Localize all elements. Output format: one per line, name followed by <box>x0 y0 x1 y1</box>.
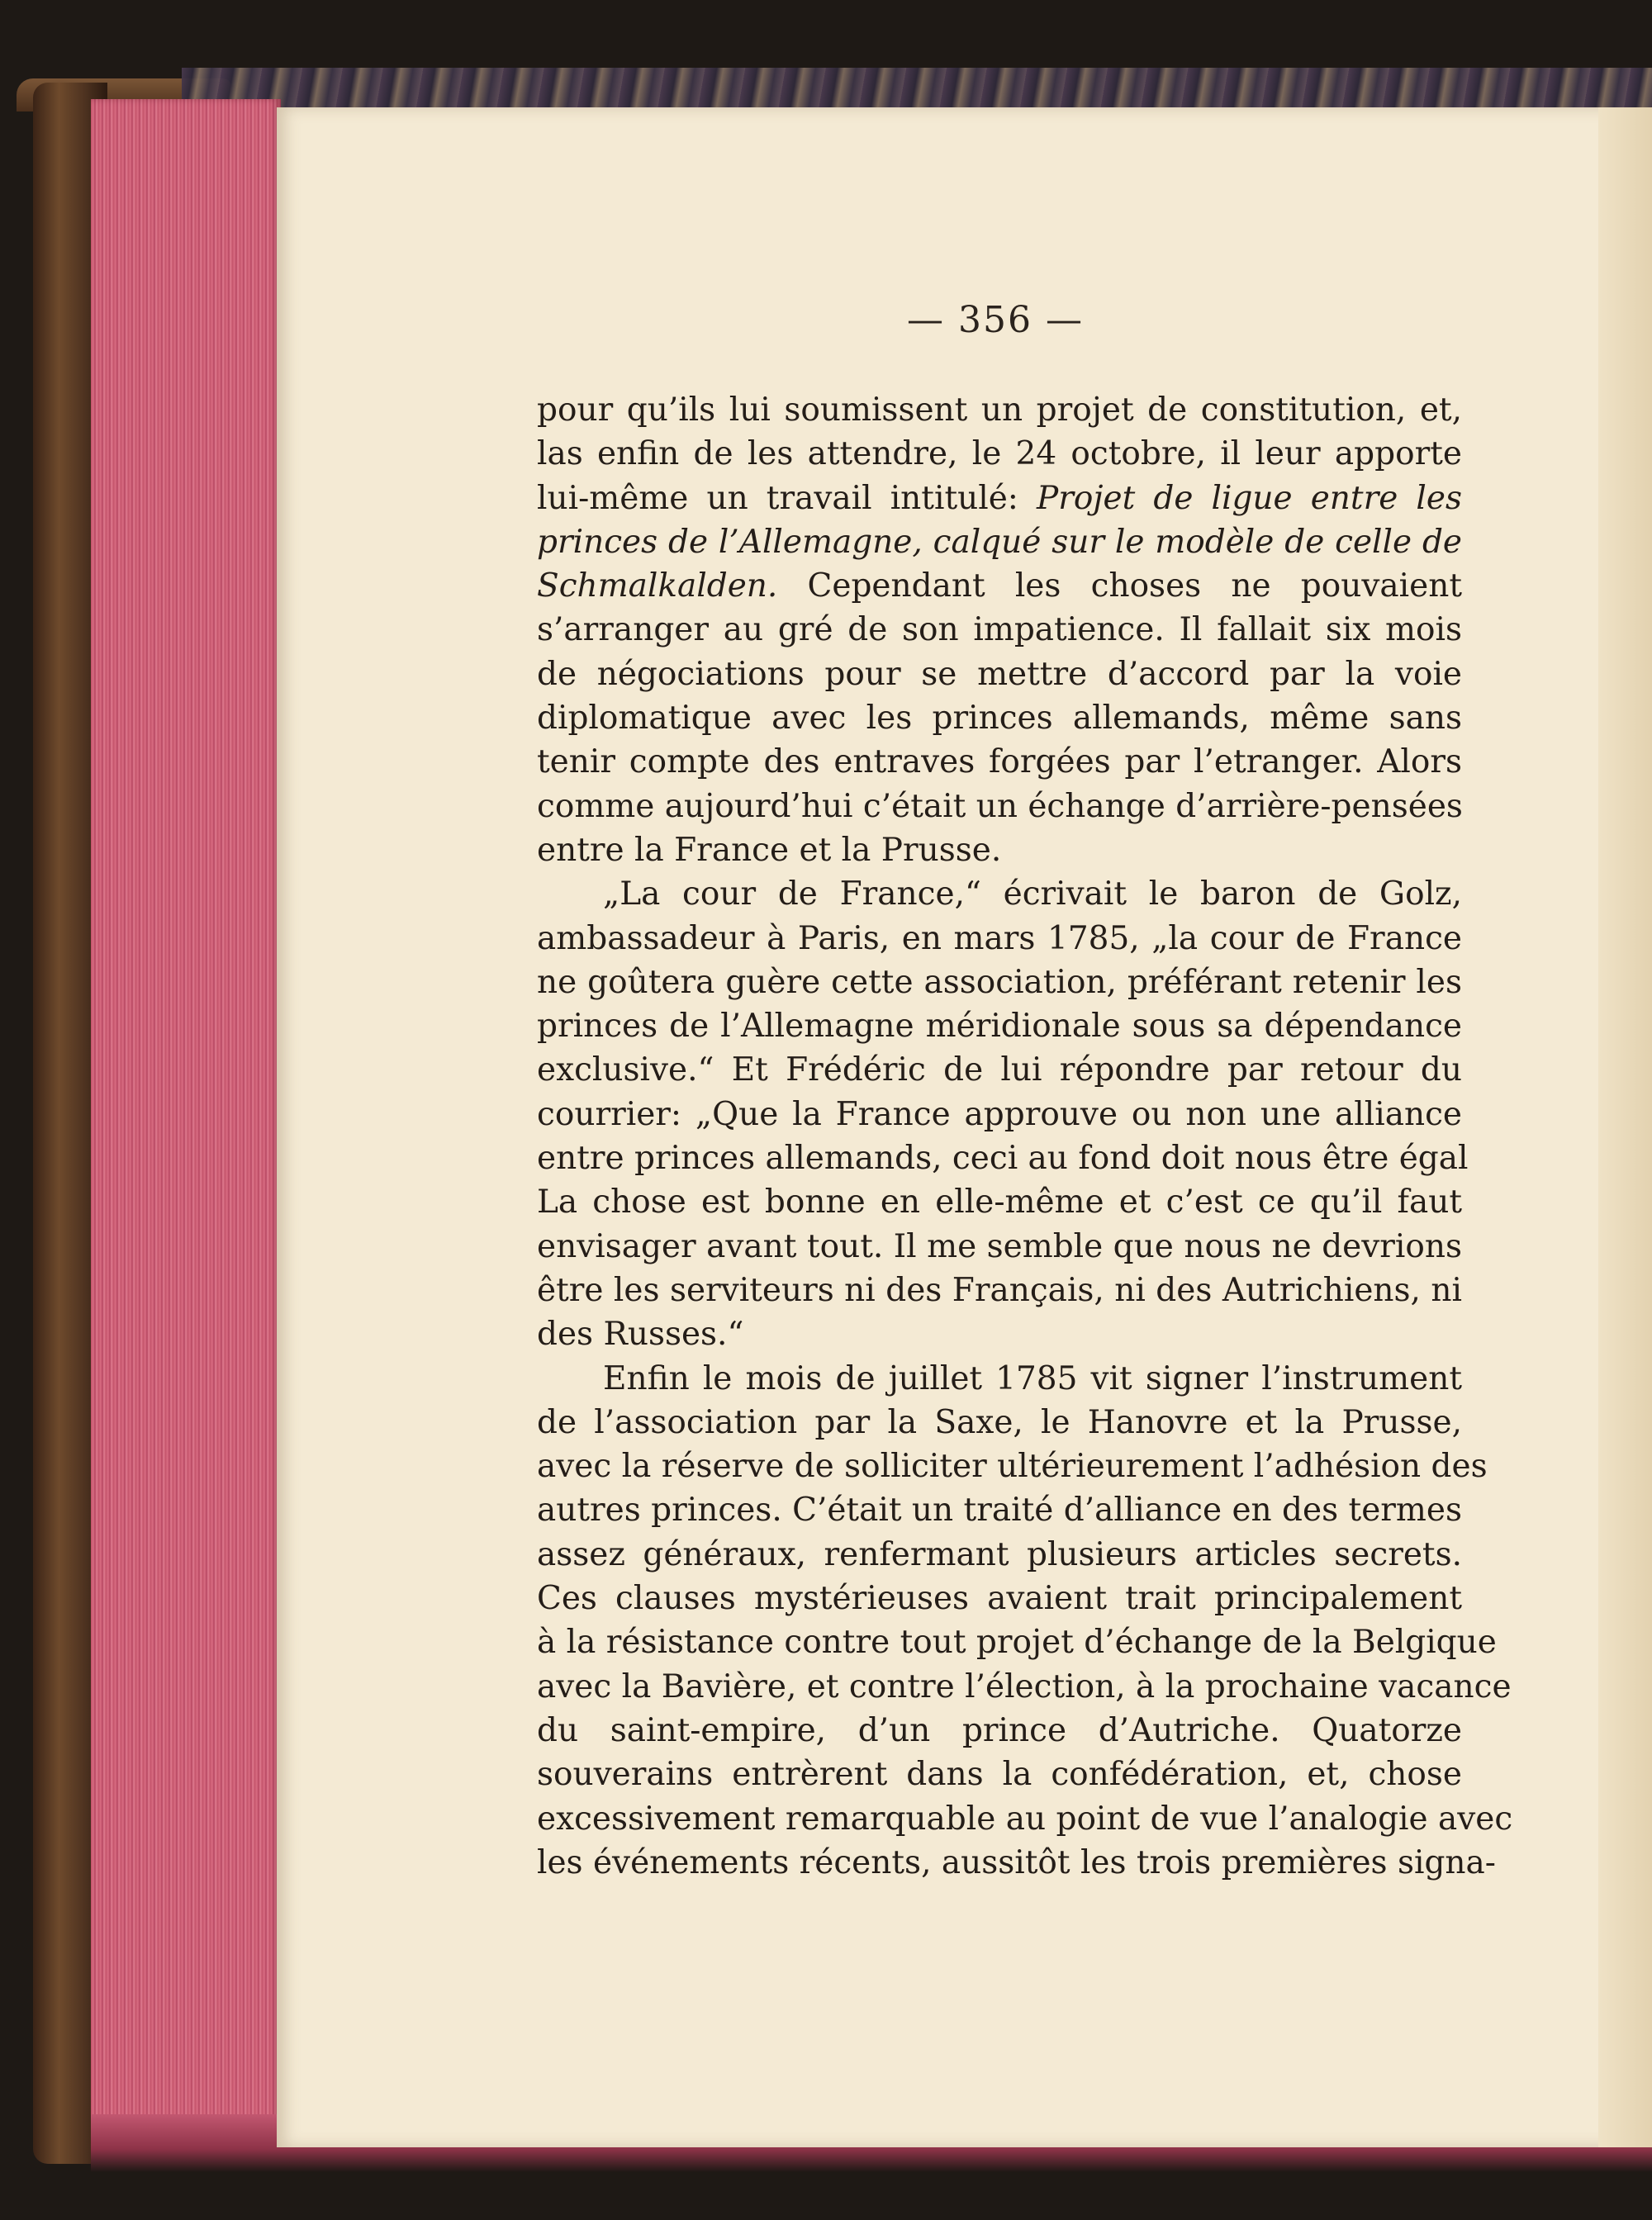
text-line <box>537 1136 1469 1180</box>
text-segment: être les serviteurs ni des Français, ni des Autrichiens, ni <box>537 1271 1462 1309</box>
text-line <box>537 872 1462 916</box>
text-line <box>537 1577 1462 1620</box>
text-segment: s’arranger au gré de son impatience. Il fallait six mois <box>537 611 1462 649</box>
page-edges <box>91 99 281 2168</box>
text-segment: diplomatique avec les princes allemands, même sans <box>537 700 1462 738</box>
text-segment: exclusive.“ Et Frédéric de lui répondre par retour du <box>537 1051 1462 1089</box>
paragraph <box>537 872 1469 1356</box>
text-line <box>537 740 1462 784</box>
text-line <box>537 432 1462 476</box>
text-line <box>537 1620 1497 1664</box>
text-line <box>537 1488 1462 1532</box>
text-line <box>537 1444 1488 1488</box>
text-line <box>537 1665 1512 1709</box>
text-segment: princes de l’Allemagne méridionale sous sa dépendance <box>537 1008 1462 1046</box>
text-line <box>537 1093 1462 1136</box>
text-segment: avec la réserve de solliciter ultérieurement l’adhésion des <box>537 1448 1488 1486</box>
text-segment: envisager avant tout. Il me semble que nous ne devrions <box>537 1227 1462 1265</box>
text-segment: ambassadeur à Paris, en mars 1785, „la cour de France <box>537 919 1462 957</box>
paragraph <box>537 1357 1513 1886</box>
text-segment: „La cour de France,“ écrivait le baron de Golz, <box>603 875 1462 913</box>
text-line <box>537 1533 1462 1577</box>
text-segment: des Russes.“ <box>537 1316 744 1354</box>
text-segment: assez généraux, renfermant plusieurs articles secrets. <box>537 1535 1462 1573</box>
text-segment: avec la Bavière, et contre l’élection, à la prochaine vacance <box>537 1667 1512 1705</box>
text-segment: du saint-empire, d’un prince d’Autriche. Quatorze <box>537 1711 1462 1749</box>
text-line <box>537 828 1462 872</box>
text-segment: entre la France et la Prusse. <box>537 831 1002 869</box>
text-line <box>537 520 1462 564</box>
text-segment: ne goûtera guère cette association, préférant retenir les <box>537 963 1462 1001</box>
text-line <box>537 696 1462 740</box>
text-line <box>537 1357 1462 1401</box>
text-segment: comme aujourd’hui c’était un échange d’arrière-pensées <box>537 787 1463 825</box>
text-line <box>537 1709 1462 1753</box>
text-line <box>537 1180 1462 1224</box>
page-number: — 356 — <box>907 299 1084 341</box>
text-line <box>537 1269 1462 1312</box>
text-segment: Enfin le mois de juillet 1785 vit signer l’instrument <box>603 1359 1462 1397</box>
text-line <box>537 608 1462 652</box>
body-text <box>537 388 1513 1885</box>
text-line <box>537 1841 1496 1885</box>
text-segment: les événements récents, aussitôt les trois premières signa- <box>537 1843 1496 1881</box>
text-segment: lui-même un travail intitulé: <box>537 479 1037 517</box>
text-segment: pour qu’ils lui soumissent un projet de constitution, et, <box>537 391 1462 429</box>
text-line <box>537 785 1462 828</box>
text-segment: Ces clauses mystérieuses avaient trait principalement <box>537 1580 1462 1618</box>
text-segment: courrier: „Que la France approuve ou non une alliance <box>537 1095 1462 1133</box>
text-segment: entre princes allemands, ceci au fond doit nous être égal <box>537 1140 1469 1178</box>
text-segment: tenir compte des entraves forgées par l’etranger. Alors <box>537 743 1462 781</box>
text-segment: à la résistance contre tout projet d’échange de la Belgique <box>537 1624 1497 1662</box>
text-segment: de l’association par la Saxe, le Hanovre et la Prusse, <box>537 1403 1462 1441</box>
text-line <box>537 652 1462 696</box>
italic-text: Schmalkalden. <box>537 567 778 605</box>
text-line <box>537 1225 1462 1269</box>
text-segment: excessivement remarquable au point de vue l’analogie avec <box>537 1800 1513 1838</box>
page-gutter <box>1598 107 1652 2147</box>
text-segment: Cependant les choses ne pouvaient <box>777 567 1462 605</box>
text-line <box>537 1401 1462 1444</box>
paragraph <box>537 388 1462 872</box>
text-line <box>537 917 1462 961</box>
text-line <box>537 1753 1462 1796</box>
text-segment: de négociations pour se mettre d’accord par la voie <box>537 655 1462 693</box>
text-segment: autres princes. C’était un traité d’alliance en des termes <box>537 1492 1462 1530</box>
text-segment: souverains entrèrent dans la confédération, et, chose <box>537 1756 1462 1794</box>
text-line <box>537 388 1462 432</box>
text-segment: las enfin de les attendre, le 24 octobre, il leur apporte <box>537 435 1462 473</box>
text-segment: La chose est bonne en elle-même et c’est ce qu’il faut <box>537 1184 1462 1221</box>
text-line <box>537 564 1462 608</box>
text-line <box>537 477 1462 520</box>
text-line <box>537 1797 1513 1841</box>
text-line <box>537 1312 1462 1356</box>
text-line <box>537 1048 1462 1092</box>
text-line <box>537 961 1462 1004</box>
italic-text: princes de l’Allemagne, calqué sur le modèle de celle de <box>537 523 1462 561</box>
text-line <box>537 1004 1462 1048</box>
italic-text: Projet de ligue entre les <box>1037 479 1462 517</box>
